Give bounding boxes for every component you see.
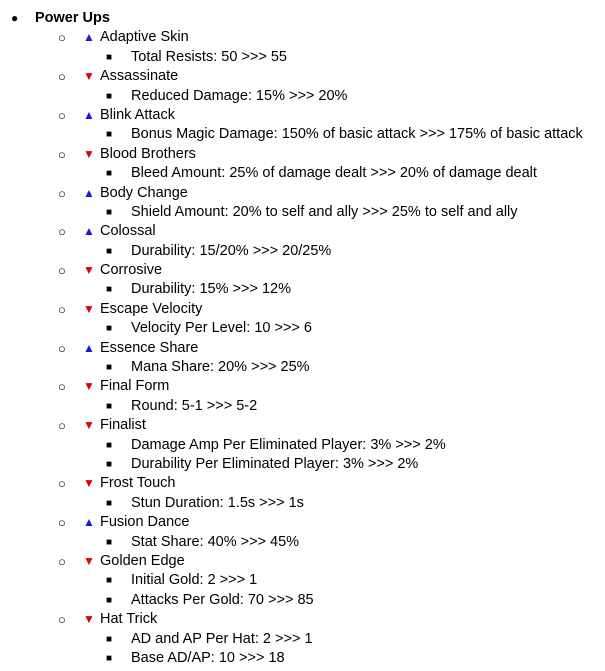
list-bullet-icon: ○ (58, 612, 66, 628)
change-detail-item (0, 436, 605, 455)
list-bullet-icon: ○ (58, 30, 66, 46)
change-detail-text: Total Resists: 50 >>> 55 (131, 48, 287, 65)
buff-up-arrow-icon: ▲ (83, 340, 95, 355)
power-up-name: Hat Trick (100, 611, 158, 628)
power-up-item (0, 261, 605, 280)
power-up-item (0, 184, 605, 203)
list-bullet-icon: ○ (58, 185, 66, 201)
change-detail-text: Bonus Magic Damage: 150% of basic attack >>> 175% of basic attack (131, 126, 583, 143)
power-up-item (0, 416, 605, 435)
square-bullet-icon: ■ (106, 497, 113, 509)
change-detail-text: Stun Duration: 1.5s >>> 1s (131, 494, 304, 511)
buff-up-arrow-icon: ▲ (83, 515, 95, 530)
change-detail-item (0, 591, 605, 610)
change-detail-item (0, 48, 605, 67)
list-bullet-icon: ○ (58, 340, 66, 356)
change-detail-item (0, 494, 605, 513)
square-bullet-icon: ■ (106, 206, 113, 218)
power-up-item (0, 552, 605, 571)
change-detail-text: Initial Gold: 2 >>> 1 (131, 572, 258, 589)
change-detail-item (0, 280, 605, 299)
nerf-down-arrow-icon: ▼ (83, 418, 95, 433)
list-bullet-icon: ○ (58, 553, 66, 569)
change-detail-item (0, 319, 605, 338)
change-detail-text: Durability: 15/20% >>> 20/25% (131, 242, 332, 259)
square-bullet-icon: ■ (106, 284, 113, 296)
change-detail-text: Base AD/AP: 10 >>> 18 (131, 649, 285, 666)
change-detail-item (0, 533, 605, 552)
power-up-name: Body Change (100, 184, 188, 201)
change-detail-text: Round: 5-1 >>> 5-2 (131, 397, 258, 414)
change-detail-text: Mana Share: 20% >>> 25% (131, 359, 310, 376)
power-up-list (0, 28, 605, 668)
list-bullet-icon: ○ (58, 107, 66, 123)
power-up-item (0, 339, 605, 358)
power-up-name: Corrosive (100, 262, 163, 279)
square-bullet-icon: ■ (106, 458, 113, 470)
buff-up-arrow-icon: ▲ (83, 107, 95, 122)
change-detail-text: Velocity Per Level: 10 >>> 6 (131, 320, 312, 337)
change-detail-text: Reduced Damage: 15% >>> 20% (131, 87, 348, 104)
square-bullet-icon: ■ (106, 245, 113, 257)
square-bullet-icon: ■ (106, 51, 113, 63)
list-bullet-icon: ○ (58, 418, 66, 434)
change-detail-item (0, 571, 605, 590)
power-up-name: Adaptive Skin (100, 29, 189, 46)
change-detail-text: Shield Amount: 20% to self and ally >>> 25% to self and ally (131, 203, 518, 220)
nerf-down-arrow-icon: ▼ (83, 476, 95, 491)
nerf-down-arrow-icon: ▼ (83, 263, 95, 278)
power-up-item (0, 145, 605, 164)
power-up-item (0, 610, 605, 629)
nerf-down-arrow-icon: ▼ (83, 146, 95, 161)
section-title: Power Ups (35, 10, 110, 26)
square-bullet-icon: ■ (106, 90, 113, 102)
square-bullet-icon: ■ (106, 439, 113, 451)
change-detail-item (0, 125, 605, 144)
power-up-name: Colossal (100, 223, 156, 240)
nerf-down-arrow-icon: ▼ (83, 379, 95, 394)
section-bullet-icon: ● (11, 11, 19, 25)
power-up-name: Fusion Dance (100, 514, 190, 531)
list-bullet-icon: ○ (58, 301, 66, 317)
power-up-name: Finalist (100, 417, 146, 434)
power-up-name: Golden Edge (100, 552, 185, 569)
power-up-item (0, 106, 605, 125)
power-up-item (0, 377, 605, 396)
patch-notes-document (0, 9, 605, 668)
change-detail-item (0, 87, 605, 106)
power-up-name: Assassinate (100, 68, 179, 85)
square-bullet-icon: ■ (106, 362, 113, 374)
section-heading-row (0, 9, 605, 28)
list-bullet-icon: ○ (58, 224, 66, 240)
list-bullet-icon: ○ (58, 69, 66, 85)
square-bullet-icon: ■ (106, 400, 113, 412)
buff-up-arrow-icon: ▲ (83, 224, 95, 239)
change-detail-item (0, 358, 605, 377)
change-detail-text: Bleed Amount: 25% of damage dealt >>> 20% of damage dealt (131, 165, 537, 182)
change-detail-text: Durability: 15% >>> 12% (131, 281, 291, 298)
change-detail-item (0, 397, 605, 416)
list-bullet-icon: ○ (58, 263, 66, 279)
change-detail-item (0, 203, 605, 222)
square-bullet-icon: ■ (106, 652, 113, 664)
change-detail-item (0, 649, 605, 668)
nerf-down-arrow-icon: ▼ (83, 69, 95, 84)
square-bullet-icon: ■ (106, 536, 113, 548)
list-bullet-icon: ○ (58, 146, 66, 162)
change-detail-text: Attacks Per Gold: 70 >>> 85 (131, 591, 314, 608)
change-detail-item (0, 630, 605, 649)
list-bullet-icon: ○ (58, 515, 66, 531)
power-up-item (0, 300, 605, 319)
buff-up-arrow-icon: ▲ (83, 185, 95, 200)
power-up-name: Escape Velocity (100, 300, 203, 317)
power-up-item (0, 222, 605, 241)
square-bullet-icon: ■ (106, 575, 113, 587)
change-detail-item (0, 164, 605, 183)
nerf-down-arrow-icon: ▼ (83, 301, 95, 316)
buff-up-arrow-icon: ▲ (83, 30, 95, 45)
power-up-name: Blood Brothers (100, 145, 196, 162)
power-up-name: Final Form (100, 378, 170, 395)
change-detail-text: AD and AP Per Hat: 2 >>> 1 (131, 630, 313, 647)
square-bullet-icon: ■ (106, 633, 113, 645)
square-bullet-icon: ■ (106, 323, 113, 335)
square-bullet-icon: ■ (106, 168, 113, 180)
nerf-down-arrow-icon: ▼ (83, 612, 95, 627)
change-detail-text: Durability Per Eliminated Player: 3% >>> 2% (131, 455, 419, 472)
power-up-item (0, 474, 605, 493)
change-detail-item (0, 242, 605, 261)
change-detail-text: Damage Amp Per Eliminated Player: 3% >>> 2% (131, 436, 446, 453)
power-up-name: Frost Touch (100, 475, 176, 492)
change-detail-text: Stat Share: 40% >>> 45% (131, 533, 300, 550)
list-bullet-icon: ○ (58, 476, 66, 492)
power-up-name: Essence Share (100, 339, 199, 356)
power-up-name: Blink Attack (100, 106, 175, 123)
nerf-down-arrow-icon: ▼ (83, 553, 95, 568)
power-up-item (0, 28, 605, 47)
list-bullet-icon: ○ (58, 379, 66, 395)
power-up-item (0, 513, 605, 532)
square-bullet-icon: ■ (106, 594, 113, 606)
power-up-item (0, 67, 605, 86)
square-bullet-icon: ■ (106, 129, 113, 141)
change-detail-item (0, 455, 605, 474)
